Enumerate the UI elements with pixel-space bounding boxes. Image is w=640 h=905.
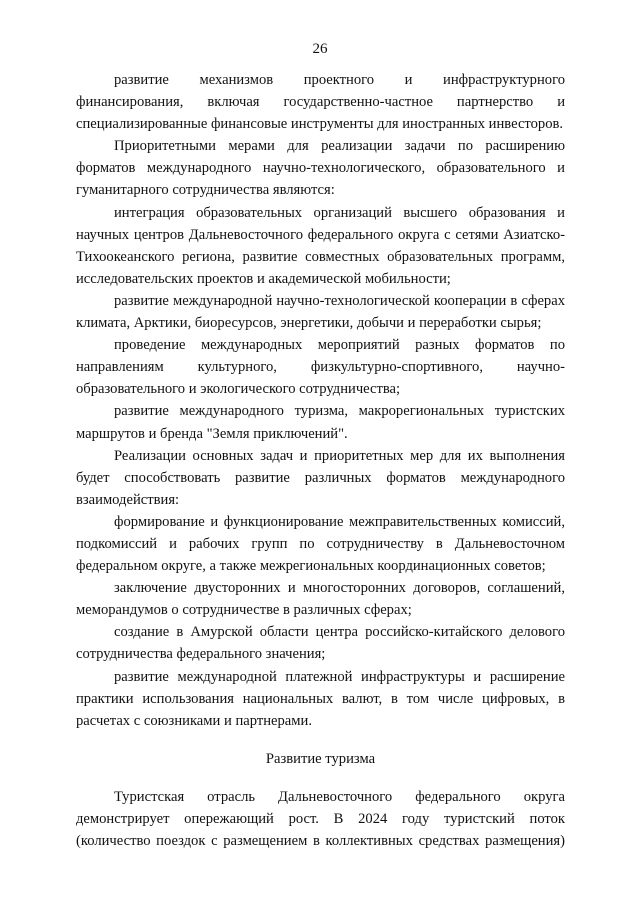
paragraph-international-tourism: развитие международного туризма, макрорегиональных туристских маршрутов и бренда "Земля приключений". bbox=[76, 403, 565, 442]
paragraph-tourism-growth: Туристская отрасль Дальневосточного федерального округа демонстрирует опережающий рост. В 2024 году туристский поток (количество поездок с размещением в коллективных средствах размещения) bbox=[76, 788, 565, 850]
paragraph-financing: развитие механизмов проектного и инфраструктурного финансирования, включая государственно-частное партнерство и специализированные финансовые инструменты для иностранных инвесторов. bbox=[76, 72, 565, 133]
paragraph-commissions: формирование и функционирование межправительственных комиссий, подкомиссий и рабочих групп по сотрудничеству в Дальневосточном федеральном округе, а также межрегиональных координационных советов; bbox=[76, 513, 565, 575]
document-body bbox=[76, 69, 565, 852]
page-number: 26 bbox=[312, 41, 328, 57]
paragraph-education-integration: интеграция образовательных организаций высшего образования и научных центров Дальневосточного федерального округа с сетями Азиатско-Тихоокеанского региона, развитие совместных образовательных программ, исследовательских проектов и академической мобильности; bbox=[76, 204, 565, 287]
paragraph-agreements: заключение двусторонних и многосторонних договоров, соглашений, меморандумов о сотрудничестве в различных сферах; bbox=[76, 580, 565, 619]
paragraph-priority-measures: Приоритетными мерами для реализации задачи по расширению форматов международного научно-технологического, образовательного и гуманитарного сотрудничества являются: bbox=[76, 138, 565, 199]
paragraph-amur-center: создание в Амурской области центра российско-китайского делового сотрудничества федерального значения; bbox=[76, 624, 565, 663]
paragraph-international-events: проведение международных мероприятий разных форматов по направлениям культурного, физкультурно-спортивного, научно-образовательного и экологического сотрудничества; bbox=[76, 337, 565, 398]
paragraph-science-cooperation: развитие международной научно-технологической кооперации в сферах климата, Арктики, биоресурсов, энергетики, добычи и переработки сырья; bbox=[76, 292, 565, 332]
section-heading: Развитие туризма bbox=[265, 750, 376, 767]
paragraph-interaction-formats: Реализации основных задач и приоритетных мер для их выполнения будет способствовать развитие различных форматов международного взаимодействия: bbox=[76, 447, 565, 508]
paragraph-payment-infrastructure: развитие международной платежной инфраструктуры и расширение практики использования национальных валют, в том числе цифровых, в расчетах с союзниками и партнерами. bbox=[76, 668, 565, 729]
